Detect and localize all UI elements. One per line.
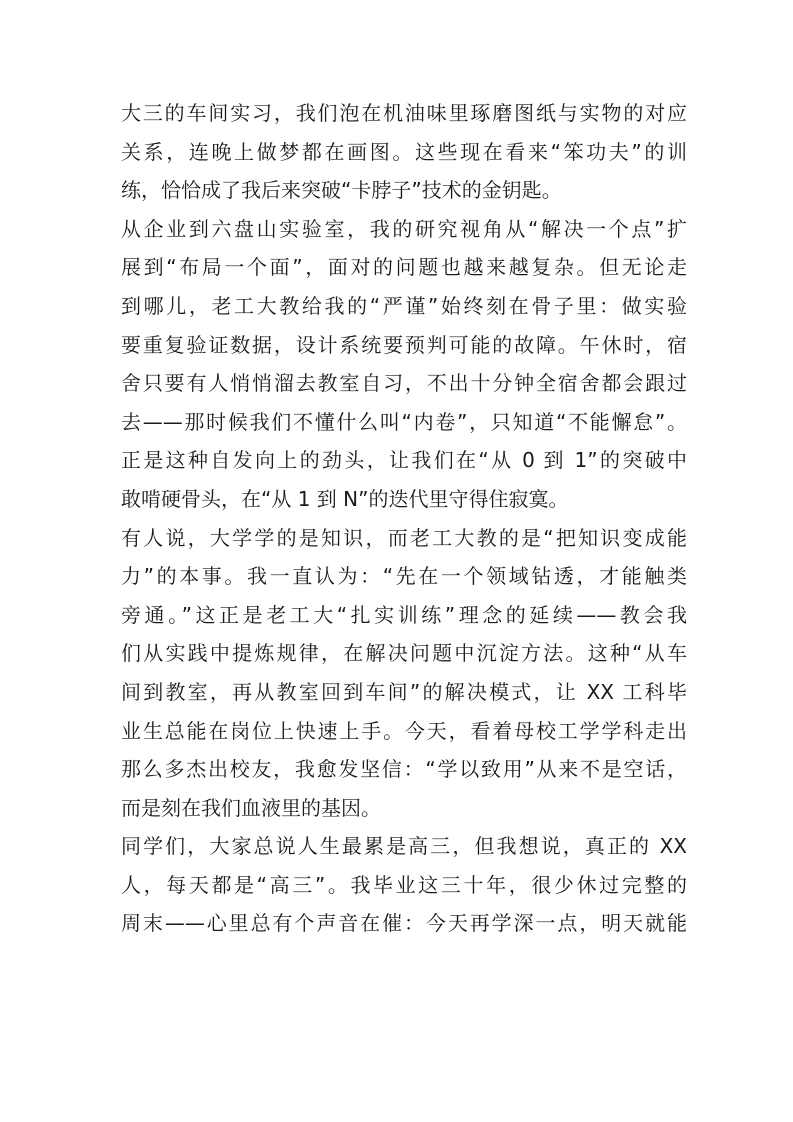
text-line: 周末——心里总有个声音在催：今天再学深一点，明天就能: [121, 911, 687, 936]
paragraph-3: [121, 519, 687, 828]
text-line: 舍只要有人悄悄溜去教室自习，不出十分钟全宿舍都会跟过: [121, 371, 687, 396]
text-line: 间到教室，再从教室回到车间”的解决模式，让 XX 工科毕: [121, 679, 687, 704]
text-line: 有人说，大学学的是知识，而老工大教的是“把知识变成能: [121, 525, 687, 550]
text-line: 要重复验证数据，设计系统要预判可能的故障。午休时，宿: [121, 332, 687, 357]
text-line: 旁通。”这正是老工大“扎实训练”理念的延续——教会我: [121, 602, 687, 627]
text-line: 练，恰恰成了我后来突破“卡脖子”技术的金钥匙。: [121, 178, 562, 203]
text-line: 们从实践中提炼规律，在解决问题中沉淀方法。这种“从车: [121, 641, 687, 666]
text-line: 去——那时候我们不懂什么叫“内卷”，只知道“不能懈怠”。: [121, 409, 687, 434]
paragraph-1: [121, 94, 687, 210]
paragraph-2: [121, 210, 687, 519]
text-line: 人，每天都是“高三”。我毕业这三十年，很少休过完整的: [121, 872, 687, 897]
text-line: 展到“布局一个面”，面对的问题也越来越复杂。但无论走: [121, 255, 687, 280]
text-line: 正是这种自发向上的劲头，让我们在“从 0 到 1”的突破中: [121, 448, 687, 473]
text-line: 而是刻在我们血液里的基因。: [121, 795, 381, 820]
text-line: 那么多杰出校友，我愈发坚信：“学以致用”从来不是空话，: [121, 757, 687, 782]
text-line: 同学们，大家总说人生最累是高三，但我想说，真正的 XX: [121, 834, 687, 859]
text-line: 力”的本事。我一直认为：“先在一个领域钻透，才能触类: [121, 564, 687, 589]
text-line: 从企业到六盘山实验室，我的研究视角从“解决一个点”扩: [121, 216, 687, 241]
text-line: 到哪儿，老工大教给我的“严谨”始终刻在骨子里：做实验: [121, 293, 687, 318]
text-line: 大三的车间实习，我们泡在机油味里琢磨图纸与实物的对应: [121, 101, 687, 125]
text-line: 关系，连晚上做梦都在画图。这些现在看来“笨功夫”的训: [121, 139, 687, 164]
text-line: 敢啃硬骨头，在“从 1 到 N”的迭代里守得住寂寞。: [121, 486, 569, 511]
paragraph-4: [121, 827, 687, 943]
text-line: 业生总能在岗位上快速上手。今天，看着母校工学学科走出: [121, 718, 687, 743]
document-body: [121, 94, 687, 943]
